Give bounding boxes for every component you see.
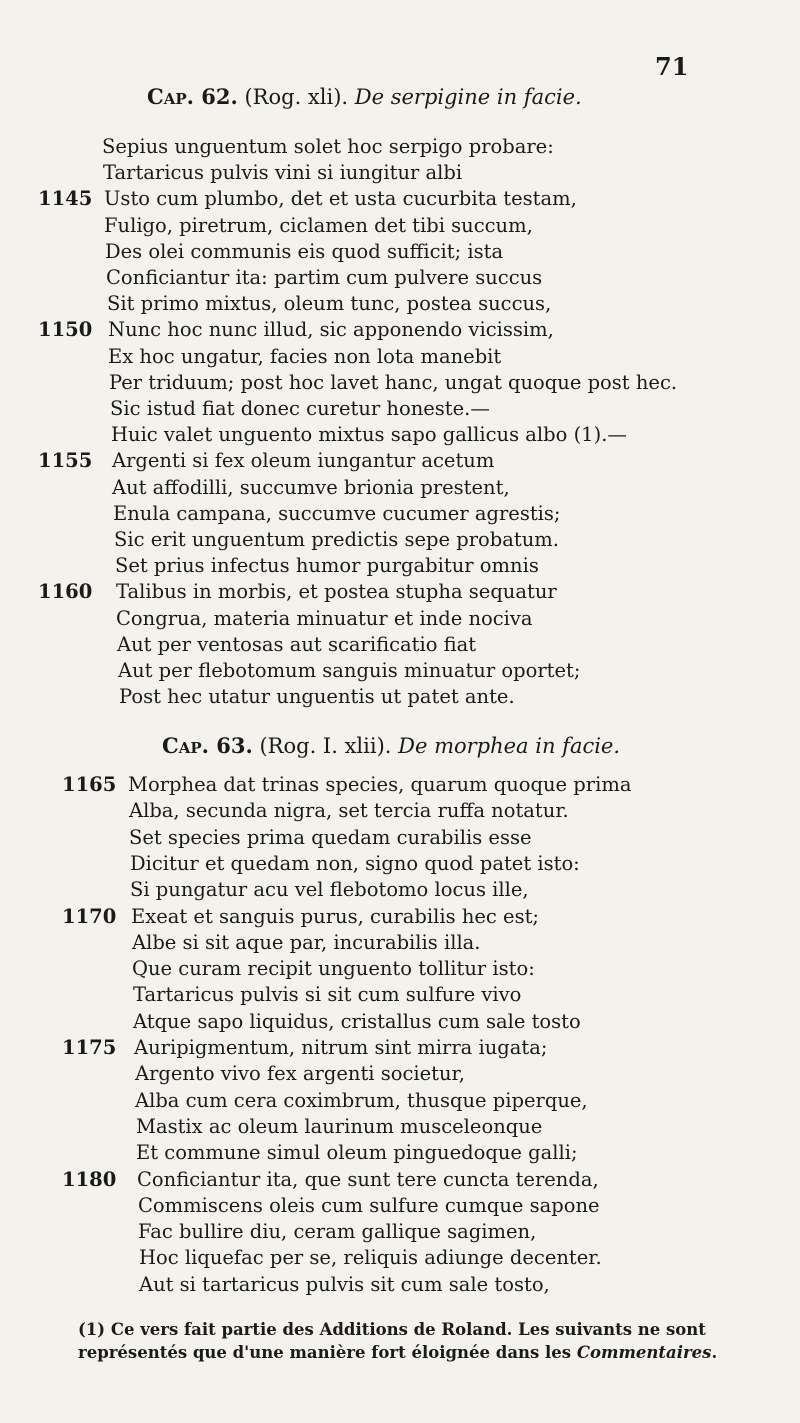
verse-line: Auripigmentum, nitrum sint mirra iugata; xyxy=(134,1036,548,1059)
verse-line: Albe si sit aque par, incurabilis illa. xyxy=(132,930,481,954)
verse-line: Huic valet unguento mixtus sapo gallicus albo (1).— xyxy=(111,423,627,447)
verse-line: Aut per ventosas aut scarificatio fiat xyxy=(117,632,477,656)
verse-line: Per triduum; post hoc lavet hanc, ungat quoque post hec. xyxy=(109,370,678,394)
verse-line: Mastix ac oleum laurinum musceleonque xyxy=(136,1114,543,1138)
chapter-63-cap: Cap. 63. xyxy=(162,733,253,758)
verse-line: Si pungatur acu vel flebotomo locus ille, xyxy=(130,878,529,902)
verse-line: Sit primo mixtus, oleum tunc, postea succus, xyxy=(107,292,552,316)
page-number: 71 xyxy=(655,52,689,81)
verse-line: Set prius infectus humor purgabitur omnis xyxy=(115,554,539,578)
verse-line: Tartaricus pulvis vini si iungitur albi xyxy=(103,161,463,185)
verse-line: Dicitur et quedam non, signo quod patet isto: xyxy=(130,851,580,875)
verse-line: Sic erit unguentum predictis sepe probatum. xyxy=(114,528,559,551)
verse-line: Post hec utatur unguentis ut patet ante. xyxy=(119,685,515,709)
verse-line: Set species prima quedam curabilis esse xyxy=(129,825,532,849)
verse-line: Fac bullire diu, ceram gallique sagimen, xyxy=(138,1220,537,1244)
chapter-62-cap: Cap. 62. xyxy=(147,84,238,109)
verse-line: Ex hoc ungatur, facies non lota manebit xyxy=(108,344,502,368)
verse-line: Sepius unguentum solet hoc serpigo probare: xyxy=(102,135,554,158)
verse-line: Conficiantur ita: partim cum pulvere succus xyxy=(106,266,543,289)
line-number: 1175 xyxy=(62,1036,117,1059)
verse-line: Talibus in morbis, et postea stupha sequatur xyxy=(116,580,557,604)
verse-line: Des olei communis eis quod sufficit; ista xyxy=(105,239,504,263)
line-number: 1165 xyxy=(62,773,117,796)
chapter-62-ref: (Rog. xli). xyxy=(244,85,349,109)
verse-line: Morphea dat trinas species, quarum quoque prima xyxy=(128,773,632,796)
verse-line: Sic istud fiat donec curetur honeste.— xyxy=(110,397,490,420)
verse-line: Argento vivo fex argenti societur, xyxy=(135,1062,465,1086)
verse-line: Hoc liquefac per se, reliquis adiunge decenter. xyxy=(139,1246,602,1270)
line-number: 1160 xyxy=(38,580,93,604)
chapter-63-heading xyxy=(162,733,620,758)
verse-line: Tartaricus pulvis si sit cum sulfure vivo xyxy=(133,983,522,1007)
line-number: 1170 xyxy=(62,904,117,928)
verse-line: Nunc hoc nunc illud, sic apponendo vicissim, xyxy=(108,318,554,342)
line-number: 1150 xyxy=(38,318,93,342)
verse-line: Aut per flebotomum sanguis minuatur oportet; xyxy=(118,659,581,682)
line-number: 1180 xyxy=(62,1167,117,1191)
verse-line: Atque sapo liquidus, cristallus cum sale tosto xyxy=(133,1009,581,1033)
verse-line: Aut si tartaricus pulvis sit cum sale tosto, xyxy=(139,1272,550,1296)
footnote-italic: Commentaires xyxy=(576,1343,712,1362)
chapter-62-heading xyxy=(147,84,582,109)
verse-line: Congrua, materia minuatur et inde nociva xyxy=(116,606,533,630)
verse-line: Aut affodilli, succumve brionia prestent, xyxy=(112,475,510,499)
line-number: 1155 xyxy=(38,449,93,473)
footnote xyxy=(78,1318,768,1364)
verse-line: Commiscens oleis cum sulfure cumque sapone xyxy=(138,1193,600,1217)
chapter-63-ref: (Rog. I. xlii). xyxy=(259,734,392,758)
verse-line: Enula campana, succumve cucumer agrestis; xyxy=(113,501,561,525)
line-number: 1145 xyxy=(38,187,93,211)
verse-line: Que curam recipit unguento tollitur isto: xyxy=(132,957,535,981)
verse-line: Fuligo, piretrum, ciclamen det tibi succum, xyxy=(104,213,533,237)
footnote-text: (1) Ce vers fait partie des Additions de Roland. Les suivants ne sont représentés que d'une manière fort éloignée dans les xyxy=(78,1320,706,1362)
chapter-63-title: De morphea in facie. xyxy=(398,734,621,758)
verse-line: Alba, secunda nigra, set tercia ruffa notatur. xyxy=(129,799,569,823)
verse-line: Alba cum cera coximbrum, thusque piperque, xyxy=(135,1088,588,1112)
footnote-end: . xyxy=(711,1343,718,1362)
chapter-62-title: De serpigine in facie. xyxy=(354,85,582,109)
verse-line: Usto cum plumbo, det et usta cucurbita testam, xyxy=(104,187,577,211)
verse-line: Et commune simul oleum pinguedoque galli; xyxy=(136,1141,578,1165)
verse-line: Argenti si fex oleum iungantur acetum xyxy=(112,449,495,473)
verse-line: Conficiantur ita, que sunt tere cuncta terenda, xyxy=(137,1167,599,1191)
verse-line: Exeat et sanguis purus, curabilis hec est; xyxy=(131,904,540,928)
